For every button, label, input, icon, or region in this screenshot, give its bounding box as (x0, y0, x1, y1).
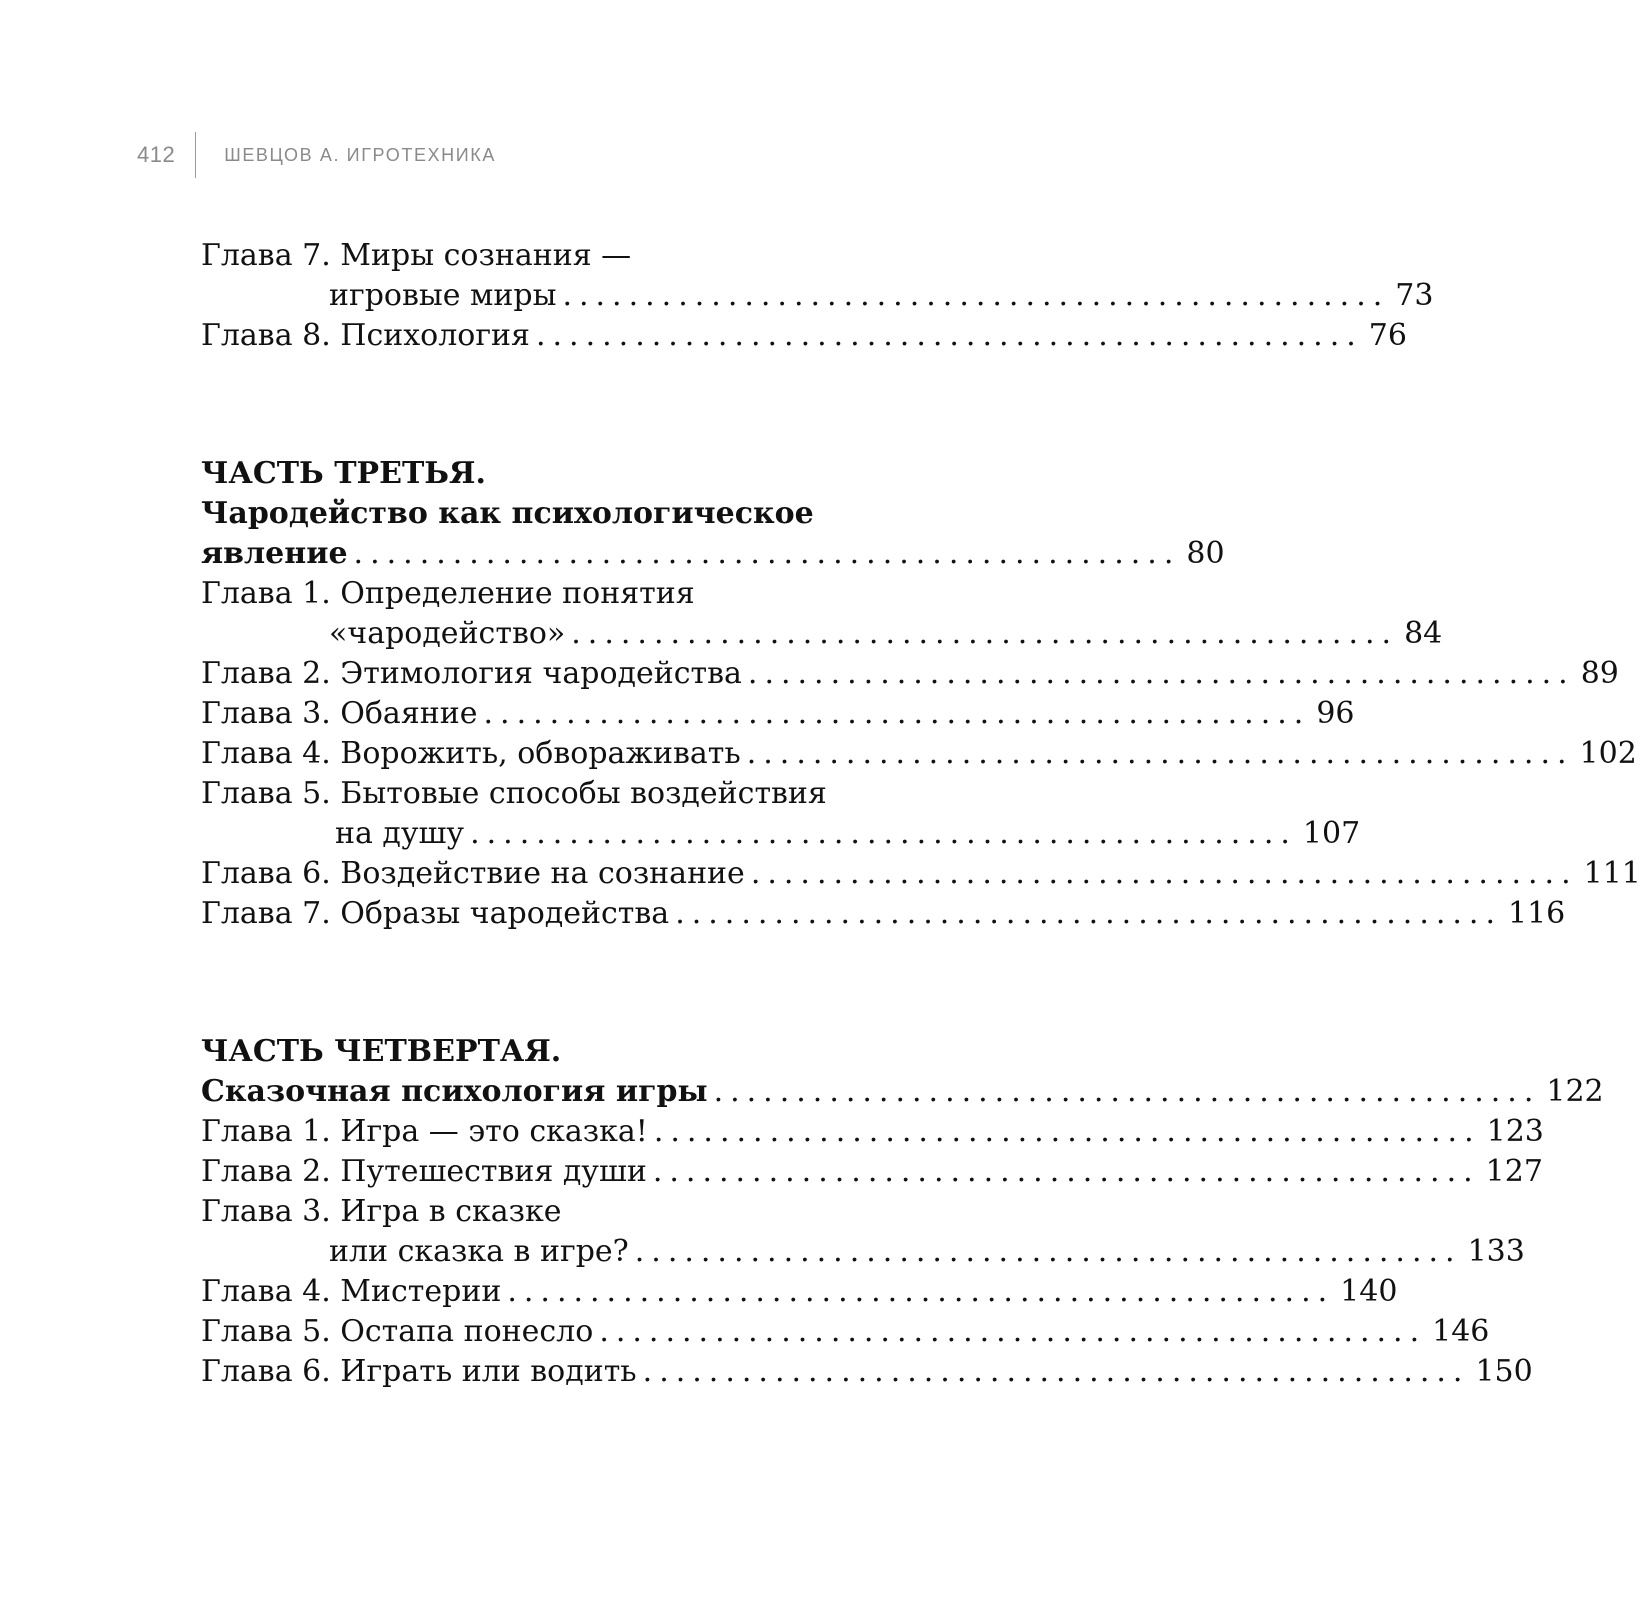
toc-entry-title: Глава 7. Миры сознания — (201, 238, 632, 273)
dot-leader: .................................................. (507, 1274, 1335, 1309)
toc-entry[interactable] (201, 1112, 1544, 1152)
toc-entry[interactable] (201, 894, 1566, 934)
part-heading-text: ЧАСТЬ ТРЕТЬЯ. (201, 456, 486, 491)
toc-page-number: 102 (1579, 736, 1637, 771)
dot-leader: .................................................. (746, 736, 1574, 771)
toc-entry-title: Глава 4. Мистерии (201, 1274, 502, 1309)
table-of-contents (201, 236, 1641, 1392)
toc-entry-title-line (201, 1192, 871, 1232)
toc-entry[interactable] (201, 734, 1637, 774)
toc-page-number: 127 (1485, 1154, 1543, 1189)
toc-page-number: 150 (1475, 1354, 1533, 1389)
dot-leader: .................................................. (642, 1354, 1470, 1389)
toc-entry-title: Глава 6. Играть или водить (201, 1354, 637, 1389)
toc-entry-title-line (201, 574, 871, 614)
toc-entry-title: Глава 6. Воздействие на сознание (201, 856, 745, 891)
dot-leader: .................................................. (750, 856, 1578, 891)
toc-entry-title-line (201, 774, 871, 814)
page-number: 412 (137, 142, 176, 167)
toc-entry[interactable] (201, 694, 1355, 734)
header-divider (195, 132, 196, 178)
dot-leader: .................................................. (353, 536, 1181, 571)
toc-entry-title: Глава 7. Образы чародейства (201, 896, 670, 931)
toc-page-number: 80 (1186, 536, 1225, 571)
toc-entry-title: Глава 8. Психология (201, 318, 530, 353)
toc-page-number: 133 (1467, 1234, 1525, 1269)
toc-page-number: 96 (1316, 696, 1355, 731)
toc-entry[interactable] (201, 276, 1434, 316)
toc-entry[interactable] (201, 1232, 1525, 1272)
dot-leader: .................................................. (634, 1234, 1462, 1269)
toc-entry[interactable] (201, 1272, 1398, 1312)
running-head (137, 132, 496, 178)
toc-entry[interactable] (201, 814, 1361, 854)
toc-entry[interactable] (201, 316, 1407, 356)
part-heading (201, 454, 871, 494)
part-title: Чародейство как психологическое (201, 496, 814, 531)
toc-page-number: 73 (1395, 278, 1434, 313)
dot-leader: .................................................. (571, 616, 1399, 651)
toc-entry[interactable] (201, 1352, 1533, 1392)
toc-page-number: 140 (1340, 1274, 1398, 1309)
dot-leader: .................................................. (470, 816, 1297, 851)
dot-leader: .................................................. (653, 1114, 1481, 1149)
dot-leader: .................................................. (747, 656, 1575, 691)
toc-page-number: 116 (1508, 896, 1566, 931)
toc-page-number: 123 (1486, 1114, 1544, 1149)
toc-page-number: 89 (1580, 656, 1619, 691)
toc-entry-title: на душу (335, 816, 465, 851)
dot-leader: .................................................. (713, 1074, 1541, 1109)
toc-entry-title: Глава 3. Игра в сказке (201, 1194, 562, 1229)
toc-entry-title: Глава 5. Бытовые способы воздействия (201, 776, 827, 811)
toc-page-number: 111 (1583, 856, 1641, 891)
toc-entry[interactable] (201, 1072, 1604, 1112)
toc-entry-title: Глава 1. Игра — это сказка! (201, 1114, 648, 1149)
toc-page-number: 146 (1432, 1314, 1490, 1349)
part-title: явление (201, 536, 348, 571)
toc-entry-title: игровые миры (329, 278, 557, 313)
part-title: Сказочная психология игры (201, 1074, 708, 1109)
toc-page-number: 107 (1302, 816, 1361, 851)
dot-leader: .................................................. (675, 896, 1502, 931)
dot-leader: .................................................. (652, 1154, 1480, 1189)
toc-entry-title: Глава 2. Путешествия души (201, 1154, 647, 1189)
toc-entry-title: Глава 4. Ворожить, обвораживать (201, 736, 741, 771)
part-title-line (201, 494, 871, 534)
toc-entry[interactable] (201, 1312, 1490, 1352)
dot-leader: .................................................. (535, 318, 1363, 353)
dot-leader: .................................................. (599, 1314, 1427, 1349)
toc-entry-title: Глава 3. Обаяние (201, 696, 478, 731)
toc-entry-title: «чародейство» (329, 616, 566, 651)
toc-entry-title-line (201, 236, 871, 276)
toc-entry[interactable] (201, 1152, 1543, 1192)
part-heading-text: ЧАСТЬ ЧЕТВЕРТАЯ. (201, 1034, 562, 1069)
toc-page-number: 84 (1404, 616, 1443, 651)
toc-entry[interactable] (201, 534, 1225, 574)
part-heading (201, 1032, 871, 1072)
dot-leader: .................................................. (483, 696, 1311, 731)
toc-entry-title: Глава 1. Определение понятия (201, 576, 695, 611)
book-title: ШЕВЦОВ А. ИГРОТЕХНИКА (224, 144, 496, 165)
toc-entry-title: Глава 5. Остапа понесло (201, 1314, 594, 1349)
toc-entry-title: Глава 2. Этимология чародейства (201, 656, 742, 691)
toc-entry-title: или сказка в игре? (329, 1234, 629, 1269)
toc-entry[interactable] (201, 854, 1641, 894)
toc-page-number: 122 (1546, 1074, 1604, 1109)
toc-entry[interactable] (201, 654, 1619, 694)
toc-page-number: 76 (1368, 318, 1407, 353)
dot-leader: .................................................. (562, 278, 1390, 313)
toc-entry[interactable] (201, 614, 1443, 654)
